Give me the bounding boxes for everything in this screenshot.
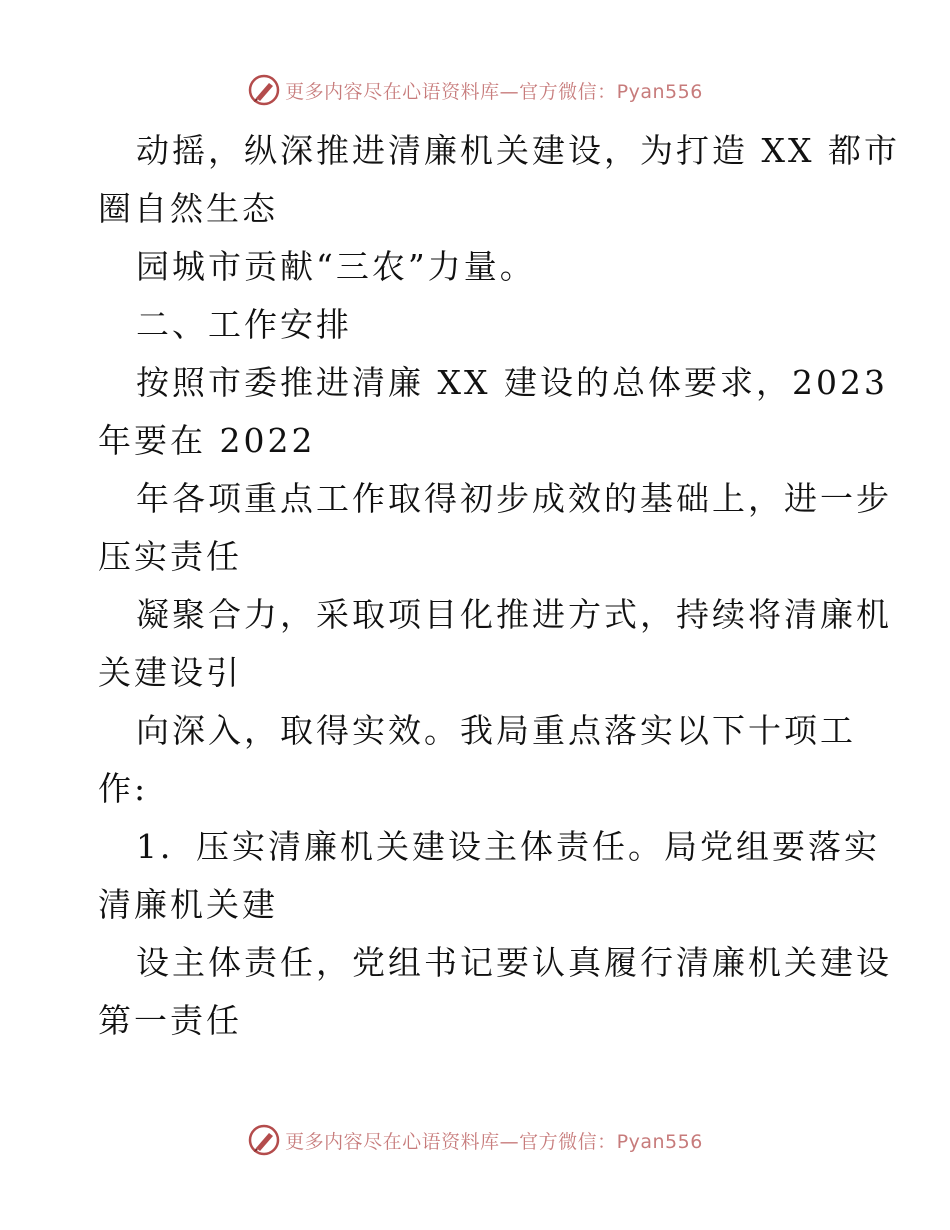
text-line: 第一责任: [98, 1001, 242, 1040]
pen-logo-icon: [247, 1123, 281, 1157]
text-line: 凝聚合力，采取项目化推进方式，持续将清廉机: [136, 595, 892, 634]
text-line: 园城市贡献“三农”力量。: [136, 247, 536, 286]
header-watermark-banner: [0, 70, 950, 110]
text-line: 设主体责任，党组书记要认真履行清廉机关建设: [136, 943, 892, 982]
text-line: 向深入，取得实效。我局重点落实以下十项工: [136, 711, 856, 750]
footer-watermark-banner: [0, 1120, 950, 1160]
text-line: 1．压实清廉机关建设主体责任。局党组要落实: [136, 827, 880, 866]
text-line: 按照市委推进清廉 XX 建设的总体要求，2023: [136, 363, 888, 402]
text-line: 关建设引: [98, 653, 242, 692]
text-line: 年要在 2022: [98, 421, 316, 460]
text-line: 圈自然生态: [98, 189, 278, 228]
pen-logo-icon: [247, 73, 281, 107]
text-line: 作:: [98, 769, 149, 808]
text-line: 动摇，纵深推进清廉机关建设，为打造 XX 都市: [136, 131, 900, 170]
text-line: 二、工作安排: [136, 305, 352, 344]
watermark-text: 更多内容尽在心语资料库—官方微信：Pyan556: [285, 80, 703, 103]
text-line: 压实责任: [98, 537, 242, 576]
text-line: 清廉机关建: [98, 885, 278, 924]
document-body: [98, 122, 900, 1050]
text-line: 年各项重点工作取得初步成效的基础上，进一步: [136, 479, 892, 518]
watermark-text: 更多内容尽在心语资料库—官方微信：Pyan556: [285, 1130, 703, 1153]
